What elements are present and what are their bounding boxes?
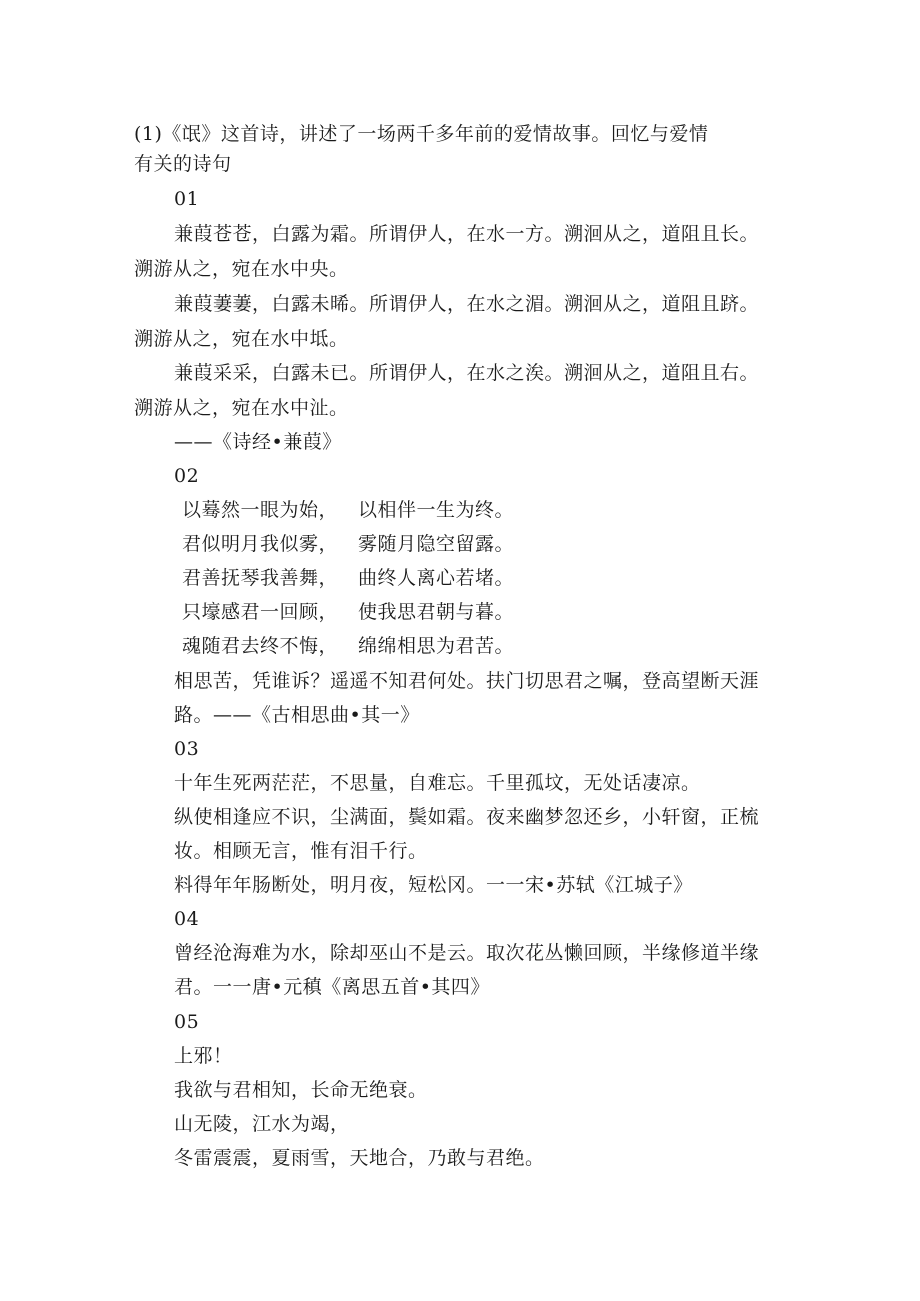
section-number-02: 02 (174, 465, 200, 487)
couplet-line (182, 496, 514, 524)
couplet-second: 以相伴一生为终。 (358, 499, 515, 521)
poem-line-source: 路。——《古相思曲•其一》 (174, 704, 420, 726)
couplet-second: 使我思君朝与暮。 (358, 601, 515, 623)
poem-line-source: 料得年年肠断处，明月夜，短松冈。一一宋•苏轼《江城子》 (174, 874, 693, 896)
poem-line: 溯游从之，宛在水中坻。 (134, 328, 349, 350)
couplet-second: 绵绵相思为君苦。 (358, 635, 515, 657)
poem-line: 冬雷震震，夏雨雪，天地合，乃敢与君绝。 (174, 1147, 545, 1169)
intro-line-1: (1)《氓》这首诗，讲述了一场两千多年前的爱情故事。回忆与爱情 (134, 123, 709, 145)
couplet-line (182, 564, 514, 592)
section-number-01: 01 (174, 188, 200, 210)
poem-line: 我欲与君相知，长命无绝衰。 (174, 1079, 428, 1101)
poem-line: 兼葭苍苍，白露为霜。所谓伊人，在水一方。溯洄从之，道阻且长。 (174, 223, 760, 245)
poem-line: 十年生死两茫茫，不思量，自难忘。千里孤坟，无处话凄凉。 (174, 772, 701, 794)
section-number-04: 04 (174, 908, 200, 930)
couplet-first: 魂随君去终不悔， (182, 635, 339, 657)
couplet-line (182, 598, 514, 626)
poem-line: 兼葭萋萋，白露未晞。所谓伊人，在水之湄。溯洄从之，道阻且跻。 (174, 293, 760, 315)
poem-line: 溯游从之，宛在水中央。 (134, 258, 349, 280)
couplet-first: 君善抚琴我善舞， (182, 567, 339, 589)
poem-line: 纵使相逢应不识，尘满面，鬓如霜。夜来幽梦忽还乡，小轩窗，正梳 (174, 806, 760, 828)
section-number-03: 03 (174, 738, 200, 760)
section-number-05: 05 (174, 1011, 200, 1033)
couplet-first: 以蓦然一眼为始， (182, 499, 339, 521)
poem-line: 兼葭采采，白露未已。所谓伊人，在水之涘。溯洄从之，道阻且右。 (174, 362, 760, 384)
couplet-first: 只壕感君一回顾， (182, 601, 339, 623)
poem-line: 妆。相顾无言，惟有泪千行。 (174, 840, 428, 862)
couplet-second: 雾随月隐空留露。 (358, 533, 515, 555)
couplet-first: 君似明月我似雾， (182, 533, 339, 555)
poem-source: ——《诗经•兼葭》 (174, 431, 342, 453)
poem-line-source: 君。一一唐•元稹《离思五首•其四》 (174, 976, 490, 998)
couplet-line (182, 632, 514, 660)
poem-line: 溯游从之，宛在水中沚。 (134, 397, 349, 419)
poem-line: 山无陵，江水为竭， (174, 1113, 350, 1135)
poem-line: 上邪！ (174, 1045, 233, 1067)
intro-line-2: 有关的诗句 (134, 153, 232, 175)
couplet-second: 曲终人离心若堵。 (358, 567, 515, 589)
couplet-line (182, 530, 514, 558)
poem-line: 相思苦，凭谁诉？遥遥不知君何处。扶门切思君之嘱，登高望断天涯 (174, 670, 760, 692)
poem-line: 曾经沧海难为水，除却巫山不是云。取次花丛懒回顾，半缘修道半缘 (174, 942, 760, 964)
